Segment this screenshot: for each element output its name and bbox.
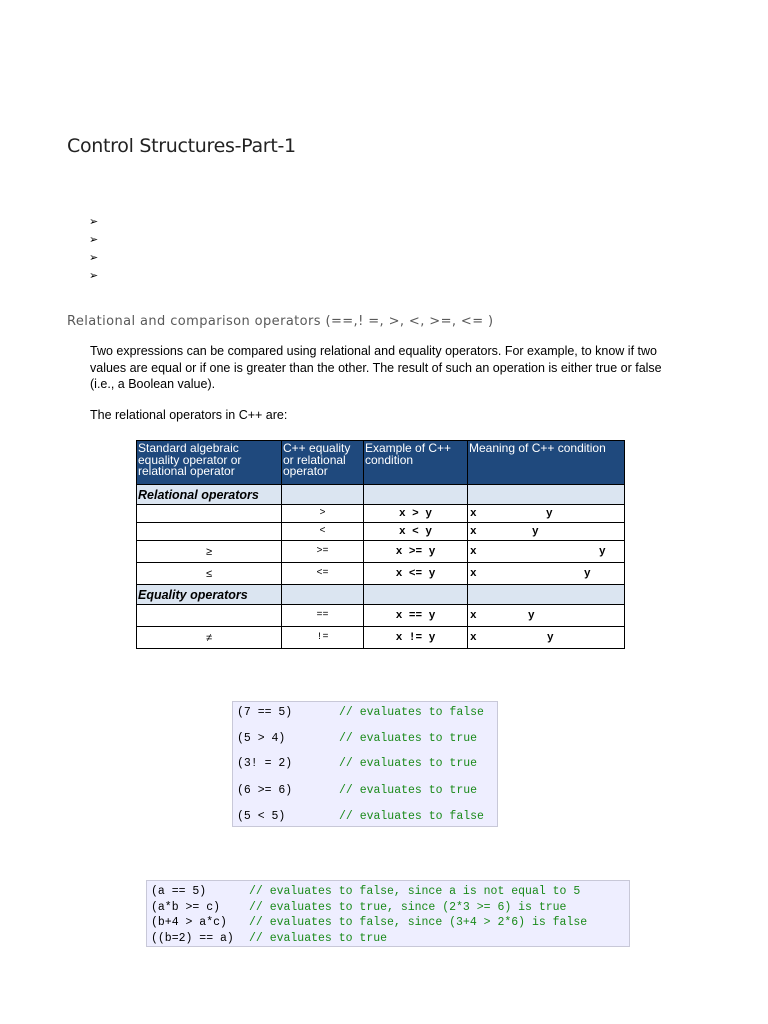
code-line — [147, 884, 629, 900]
code-comment: // evaluates to false — [339, 706, 484, 719]
meaning-cell — [468, 563, 625, 585]
meaning-y: y — [532, 525, 539, 538]
group-label: Equality operators — [137, 585, 282, 605]
arrow-bullet-icon: ➢ — [89, 234, 99, 246]
example-condition: x <= y — [364, 563, 468, 585]
header-example: Example of C++ condition — [364, 441, 468, 485]
operators-intro: The relational operators in C++ are: — [90, 408, 288, 422]
table-header-row — [137, 441, 625, 485]
code-comment: // evaluates to true — [339, 732, 478, 745]
code-comment: // evaluates to true, since (2*3 >= 6) is true — [249, 900, 567, 914]
meaning-x: x — [470, 507, 477, 520]
meaning-cell — [468, 523, 625, 541]
code-line — [147, 915, 629, 931]
code-expression: (7 == 5) — [237, 706, 293, 719]
code-expression: (3! = 2) — [237, 757, 293, 770]
example-condition: x < y — [364, 523, 468, 541]
cpp-operator: <= — [282, 563, 364, 585]
code-expression: (a*b >= c) — [151, 900, 221, 914]
code-line — [147, 900, 629, 916]
section-heading: Relational and comparison operators (==,! =, >, <, >=, <= ) — [67, 314, 494, 329]
algebraic-symbol: ≤ — [137, 563, 282, 585]
table-row — [137, 523, 625, 541]
page-title: Control Structures-Part-1 — [67, 134, 296, 157]
code-block-variable-comparisons — [146, 880, 630, 947]
example-condition: x == y — [364, 605, 468, 627]
group-row-equality — [137, 585, 625, 605]
meaning-y: y — [546, 507, 553, 520]
meaning-x: x — [470, 567, 477, 580]
header-cpp-operator: C++ equality or relational operator — [282, 441, 364, 485]
code-line — [237, 784, 478, 798]
code-expression: (a == 5) — [151, 885, 207, 898]
code-comment: // evaluates to true — [339, 757, 478, 770]
code-comment: // evaluates to false, since (3+4 > 2*6) is false — [249, 916, 588, 929]
cpp-operator: > — [282, 505, 364, 523]
cpp-operator: == — [282, 605, 364, 627]
code-expression: (b+4 > a*c) — [151, 916, 227, 929]
meaning-x: x — [470, 525, 477, 538]
code-comment: // evaluates to false — [339, 810, 484, 823]
arrow-bullet-icon: ➢ — [89, 252, 99, 264]
code-block-simple-comparisons — [232, 701, 498, 827]
meaning-cell — [468, 605, 625, 627]
header-algebraic: Standard algebraic equality operator or relational operator — [137, 441, 282, 485]
operators-table — [136, 440, 625, 649]
algebraic-symbol — [137, 505, 282, 523]
code-line — [237, 757, 478, 771]
code-expression: (6 >= 6) — [237, 784, 293, 797]
algebraic-symbol: ≠ — [137, 627, 282, 649]
code-comment: // evaluates to true — [249, 931, 388, 945]
header-meaning: Meaning of C++ condition — [468, 441, 625, 485]
cpp-operator: < — [282, 523, 364, 541]
code-line — [237, 810, 484, 824]
code-expression: ((b=2) == a) — [151, 931, 234, 945]
table-row — [137, 627, 625, 649]
algebraic-symbol — [137, 523, 282, 541]
code-expression: (5 > 4) — [237, 732, 286, 745]
algebraic-symbol — [137, 605, 282, 627]
cpp-operator: != — [282, 627, 364, 649]
meaning-cell — [468, 541, 625, 563]
group-label: Relational operators — [137, 485, 282, 505]
table-row — [137, 605, 625, 627]
meaning-x: x — [470, 545, 477, 558]
algebraic-symbol: ≥ — [137, 541, 282, 563]
list-item — [89, 248, 98, 266]
arrow-bullet-icon: ➢ — [89, 270, 99, 282]
meaning-y: y — [599, 545, 606, 558]
code-line — [147, 931, 629, 947]
code-line — [237, 732, 478, 746]
arrow-bullet-icon: ➢ — [89, 216, 99, 228]
meaning-y: y — [547, 631, 554, 644]
example-condition: x != y — [364, 627, 468, 649]
table-row — [137, 563, 625, 585]
example-condition: x >= y — [364, 541, 468, 563]
cpp-operator: >= — [282, 541, 364, 563]
table-row — [137, 541, 625, 563]
code-comment: // evaluates to true — [339, 784, 478, 797]
intro-paragraph: Two expressions can be compared using relational and equality operators. For example, to know if two values are equal or if one is greater than the other. The result of such an operation is either true or false (i.e., a Boolean value). — [90, 344, 662, 391]
meaning-cell — [468, 627, 625, 649]
code-expression: (5 < 5) — [237, 810, 286, 823]
code-line — [237, 706, 484, 720]
example-condition: x > y — [364, 505, 468, 523]
bullet-list — [89, 212, 98, 284]
list-item — [89, 266, 98, 284]
meaning-cell — [468, 505, 625, 523]
list-item — [89, 230, 98, 248]
group-row-relational — [137, 485, 625, 505]
meaning-y: y — [528, 609, 535, 622]
code-comment: // evaluates to false, since a is not equal to 5 — [249, 885, 581, 898]
table-row — [137, 505, 625, 523]
meaning-x: x — [470, 631, 477, 644]
meaning-y: y — [584, 567, 591, 580]
list-item — [89, 212, 98, 230]
meaning-x: x — [470, 609, 477, 622]
